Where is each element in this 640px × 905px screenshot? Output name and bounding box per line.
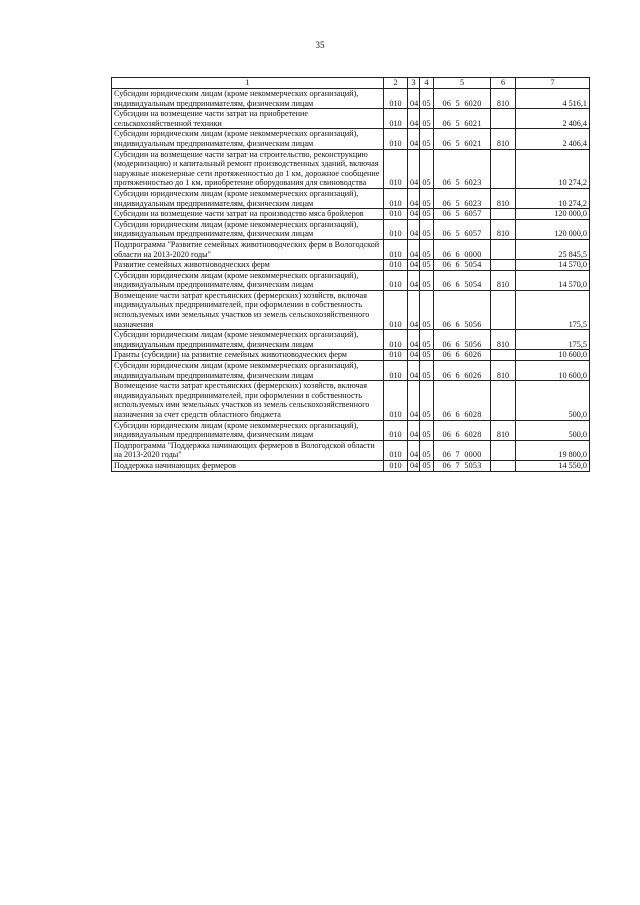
expense-type-code [491,209,516,220]
column-header: 5 [434,78,491,89]
subsection-code: 05 [420,188,434,208]
table-row [112,270,590,290]
table-row [112,149,590,188]
subsection-code: 05 [420,260,434,271]
subsection-code: 05 [420,440,434,460]
subsection-code: 05 [420,129,434,149]
row-description: Субсидии юридическим лицам (кроме некоммерческих организаций), индивидуальным предпринимателям, физическим лицам [112,129,384,149]
table-row [112,188,590,208]
amount-value: 14 550,0 [516,460,590,471]
expense-type-code [491,440,516,460]
ministry-code: 010 [384,129,408,149]
row-description: Подпрограмма "Поддержка начинающих фермеров в Вологодской области на 2013-2020 годы" [112,440,384,460]
amount-value: 175,5 [516,330,590,350]
amount-value: 14 570,0 [516,260,590,271]
table-row [112,219,590,239]
amount-value: 10 600,0 [516,361,590,381]
subsection-code: 05 [420,460,434,471]
subsection-code: 05 [420,350,434,361]
ministry-code: 010 [384,260,408,271]
target-article-code: 06 6 5056 [434,330,491,350]
row-description: Развитие семейных животноводческих ферм [112,260,384,271]
subsection-code: 05 [420,109,434,129]
target-article-code: 06 5 6057 [434,209,491,220]
expense-type-code: 810 [491,188,516,208]
expense-type-code: 810 [491,330,516,350]
table-row [112,290,590,329]
subsection-code: 05 [420,239,434,259]
expense-type-code: 810 [491,361,516,381]
ministry-code: 010 [384,330,408,350]
ministry-code: 010 [384,270,408,290]
column-header: 7 [516,78,590,89]
ministry-code: 010 [384,149,408,188]
expense-type-code: 810 [491,420,516,440]
section-code: 04 [408,361,420,381]
table-row [112,209,590,220]
subsection-code: 05 [420,89,434,109]
table-row [112,350,590,361]
row-description: Субсидии юридическим лицам (кроме некоммерческих организаций), индивидуальным предпринимателям, физическим лицам [112,270,384,290]
table-row [112,239,590,259]
section-code: 04 [408,239,420,259]
section-code: 04 [408,109,420,129]
ministry-code: 010 [384,239,408,259]
table-row [112,89,590,109]
expense-type-code [491,260,516,271]
amount-value: 10 274,2 [516,188,590,208]
subsection-code: 05 [420,219,434,239]
subsection-code: 05 [420,381,434,420]
row-description: Возмещение части затрат крестьянских (фермерских) хозяйств, включая индивидуальных предпринимателей, при оформлении в собственность используемых ими земельных участков из земель сельскохозяйственного назначения за счет средств областного бюджета [112,381,384,420]
subsection-code: 05 [420,290,434,329]
expense-type-code [491,149,516,188]
expense-type-code [491,350,516,361]
table-row [112,460,590,471]
amount-value: 10 600,0 [516,350,590,361]
amount-value: 19 800,0 [516,440,590,460]
expense-type-code: 810 [491,270,516,290]
target-article-code: 06 5 6023 [434,149,491,188]
ministry-code: 010 [384,219,408,239]
target-article-code: 06 5 6023 [434,188,491,208]
subsection-code: 05 [420,270,434,290]
target-article-code: 06 6 0000 [434,239,491,259]
section-code: 04 [408,219,420,239]
section-code: 04 [408,330,420,350]
row-description: Поддержка начинающих фермеров [112,460,384,471]
amount-value: 2 406,4 [516,129,590,149]
section-code: 04 [408,270,420,290]
subsection-code: 05 [420,330,434,350]
row-description: Субсидии юридическим лицам (кроме некоммерческих организаций), индивидуальным предпринимателям, физическим лицам [112,330,384,350]
amount-value: 25 845,5 [516,239,590,259]
page-number: 35 [315,40,325,50]
ministry-code: 010 [384,290,408,329]
expense-type-code [491,381,516,420]
subsection-code: 05 [420,149,434,188]
section-code: 04 [408,89,420,109]
section-code: 04 [408,188,420,208]
ministry-code: 010 [384,381,408,420]
column-header: 4 [420,78,434,89]
ministry-code: 010 [384,361,408,381]
target-article-code: 06 6 5054 [434,270,491,290]
amount-value: 120 000,0 [516,209,590,220]
ministry-code: 010 [384,188,408,208]
target-article-code: 06 6 5054 [434,260,491,271]
subsection-code: 05 [420,209,434,220]
ministry-code: 010 [384,109,408,129]
row-description: Подпрограмма "Развитие семейных животноводческих ферм в Вологодской области на 2013-2020 годы" [112,239,384,259]
ministry-code: 010 [384,440,408,460]
ministry-code: 010 [384,89,408,109]
table-row [112,381,590,420]
column-header: 2 [384,78,408,89]
ministry-code: 010 [384,460,408,471]
row-description: Субсидии юридическим лицам (кроме некоммерческих организаций), индивидуальным предпринимателям, физическим лицам [112,219,384,239]
section-code: 04 [408,149,420,188]
target-article-code: 06 6 6028 [434,381,491,420]
row-description: Субсидии юридическим лицам (кроме некоммерческих организаций), индивидуальным предпринимателям, физическим лицам [112,361,384,381]
amount-value: 14 570,0 [516,270,590,290]
expense-type-code: 810 [491,129,516,149]
table-row [112,109,590,129]
target-article-code: 06 5 6021 [434,129,491,149]
amount-value: 500,0 [516,381,590,420]
target-article-code: 06 7 0000 [434,440,491,460]
row-description: Субсидии юридическим лицам (кроме некоммерческих организаций), индивидуальным предпринимателям, физическим лицам [112,420,384,440]
target-article-code: 06 6 5056 [434,290,491,329]
amount-value: 4 516,1 [516,89,590,109]
target-article-code: 06 5 6021 [434,109,491,129]
section-code: 04 [408,381,420,420]
row-description: Субсидии юридическим лицам (кроме некоммерческих организаций), индивидуальным предпринимателям, физическим лицам [112,188,384,208]
target-article-code: 06 6 6026 [434,350,491,361]
section-code: 04 [408,209,420,220]
amount-value: 175,5 [516,290,590,329]
target-article-code: 06 6 6026 [434,361,491,381]
column-header: 3 [408,78,420,89]
table-row [112,129,590,149]
target-article-code: 06 7 5053 [434,460,491,471]
section-code: 04 [408,260,420,271]
target-article-code: 06 5 6020 [434,89,491,109]
row-description: Субсидии на возмещение части затрат на строительство, реконструкцию (модернизацию) и капитальный ремонт производственных зданий, включая наружные инженерные сети протяженностью до 1 км, дорожное сообщение протяженностью до 1 км, приобретение оборудования для свиноводства [112,149,384,188]
budget-table [111,77,590,472]
amount-value: 2 406,4 [516,109,590,129]
target-article-code: 06 6 6028 [434,420,491,440]
expense-type-code: 810 [491,89,516,109]
expense-type-code [491,239,516,259]
row-description: Субсидии на возмещение части затрат на приобретение сельскохозяйственной техники [112,109,384,129]
target-article-code: 06 5 6057 [434,219,491,239]
section-code: 04 [408,290,420,329]
section-code: 04 [408,129,420,149]
expense-type-code [491,109,516,129]
table-row [112,330,590,350]
column-header: 6 [491,78,516,89]
table-header-row [112,78,590,89]
amount-value: 120 000,0 [516,219,590,239]
row-description: Возмещение части затрат крестьянских (фермерских) хозяйств, включая индивидуальных предпринимателей, при оформлении в собственность используемых ими земельных участков из земель сельскохозяйственного назначения [112,290,384,329]
table-row [112,420,590,440]
ministry-code: 010 [384,420,408,440]
ministry-code: 010 [384,209,408,220]
section-code: 04 [408,460,420,471]
column-header: 1 [112,78,384,89]
section-code: 04 [408,440,420,460]
table-row [112,361,590,381]
amount-value: 500,0 [516,420,590,440]
section-code: 04 [408,350,420,361]
row-description: Субсидии на возмещение части затрат на производство мяса бройлеров [112,209,384,220]
expense-type-code [491,290,516,329]
subsection-code: 05 [420,361,434,381]
subsection-code: 05 [420,420,434,440]
table-row [112,440,590,460]
table-row [112,260,590,271]
section-code: 04 [408,420,420,440]
expense-type-code [491,460,516,471]
row-description: Гранты (субсидии) на развитие семейных животноводческих ферм [112,350,384,361]
expense-type-code: 810 [491,219,516,239]
amount-value: 10 274,2 [516,149,590,188]
ministry-code: 010 [384,350,408,361]
row-description: Субсидии юридическим лицам (кроме некоммерческих организаций), индивидуальным предпринимателям, физическим лицам [112,89,384,109]
